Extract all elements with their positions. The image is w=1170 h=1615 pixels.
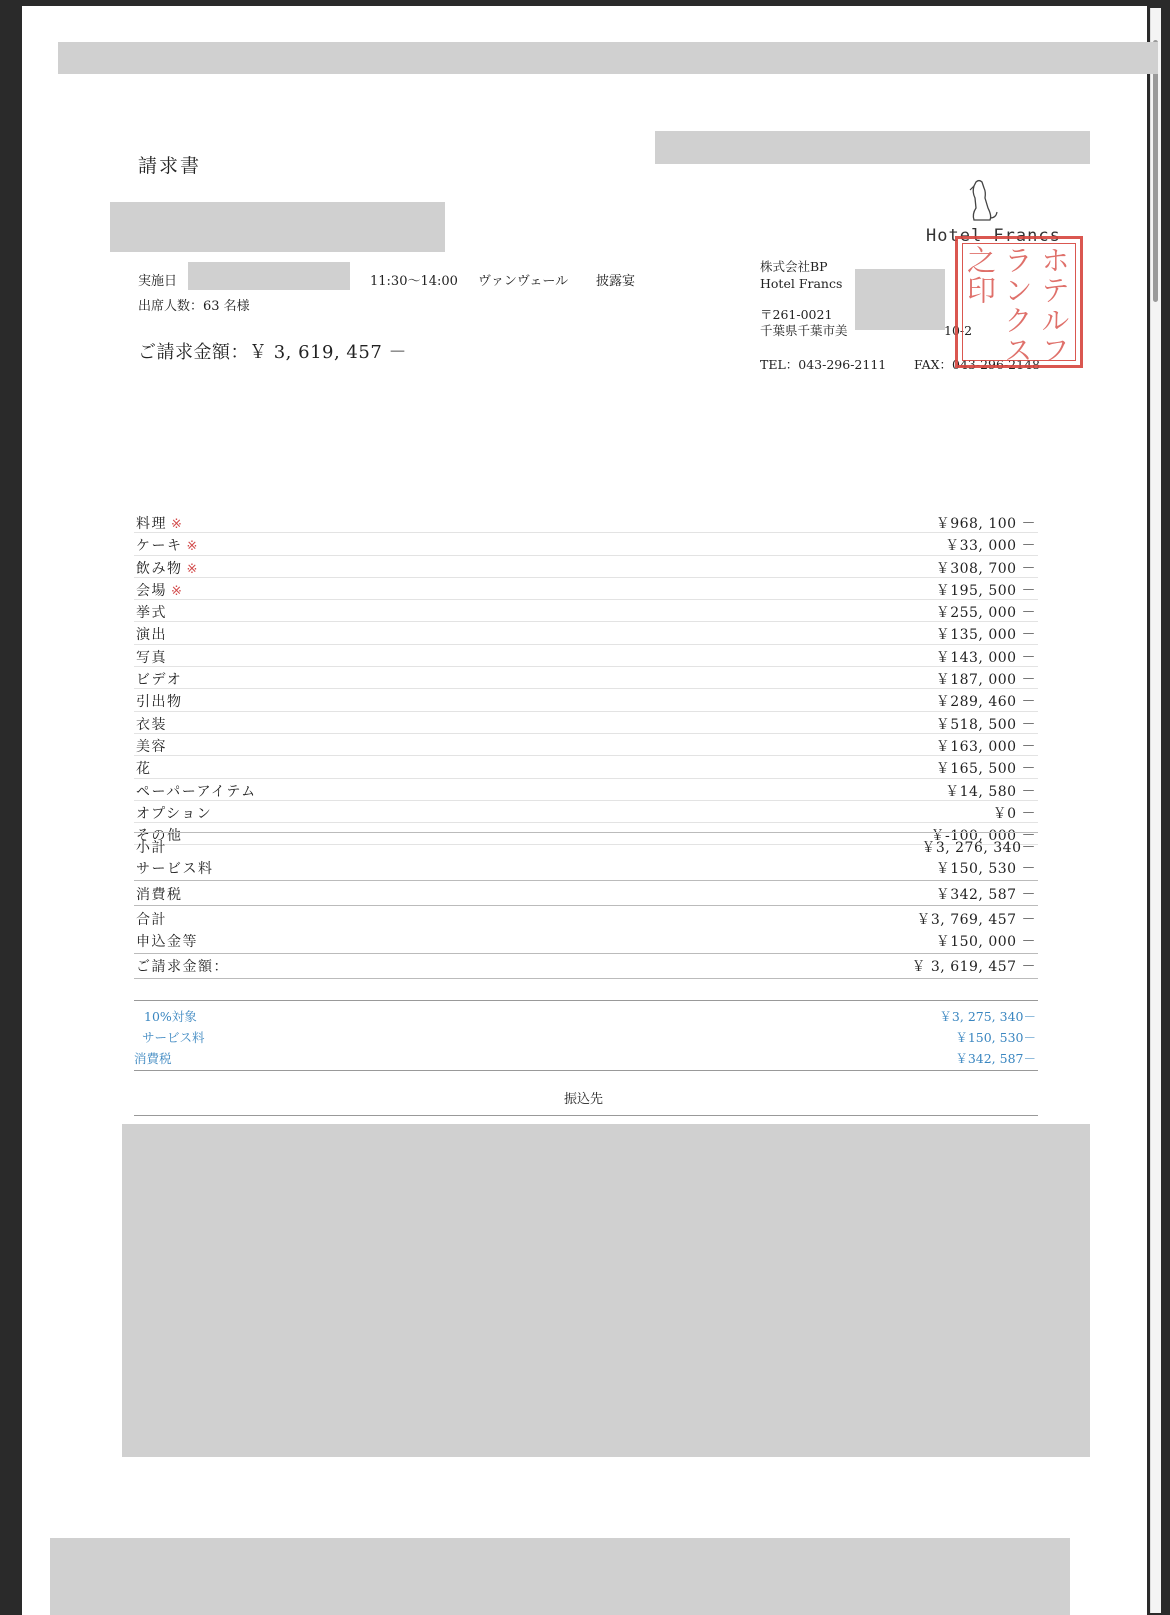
line-item-row xyxy=(134,779,1038,801)
line-item-name: 会場 xyxy=(136,582,167,599)
dog-logo-icon xyxy=(966,178,1000,228)
reduced-item-mark: ※ xyxy=(171,583,184,599)
line-item-value: ￥33, 000 － xyxy=(945,538,1036,555)
line-item-name: 飲み物 xyxy=(136,560,183,577)
line-item-value: ￥308, 700 － xyxy=(935,560,1036,577)
redaction-footer xyxy=(50,1538,1070,1615)
line-item-label xyxy=(136,647,167,667)
line-item-value: ￥135, 000 － xyxy=(935,627,1036,644)
line-item-name: 美容 xyxy=(136,738,167,755)
line-item-value: ￥165, 500 － xyxy=(935,761,1036,778)
line-item-value: ￥968, 100 － xyxy=(935,516,1036,532)
line-item-name: ケーキ xyxy=(136,538,183,555)
line-item-name: 挙式 xyxy=(136,605,167,622)
hotel-address-tail: 10-2 xyxy=(944,323,973,338)
scroll-thumb[interactable] xyxy=(1153,40,1158,302)
line-item-row xyxy=(134,689,1038,711)
tax-target-value: ￥3, 275, 340－ xyxy=(939,1009,1036,1024)
line-item-label xyxy=(136,803,212,823)
hotel-tel: TEL：043-296-2111 xyxy=(760,357,887,372)
line-item-label xyxy=(136,602,167,622)
line-item-label xyxy=(136,781,257,801)
hotel-postal: 〒261-0021 xyxy=(760,307,833,322)
guest-count: 出席人数：63 名様 xyxy=(138,299,250,314)
line-item-name: ビデオ xyxy=(136,672,183,689)
hotel-company: 株式会社BP xyxy=(760,259,828,274)
line-item-row xyxy=(134,823,1038,845)
event-type: 披露宴 xyxy=(596,274,636,289)
line-item-name: その他 xyxy=(136,828,183,845)
divider xyxy=(134,1070,1038,1071)
line-item-name: 引出物 xyxy=(136,694,183,711)
line-item-label xyxy=(136,714,167,734)
redaction-date xyxy=(188,262,350,290)
line-item-row xyxy=(134,556,1038,578)
line-item-row xyxy=(134,645,1038,667)
line-item-label xyxy=(136,513,183,533)
hotel-address: 千葉県千葉市美 xyxy=(760,323,848,338)
total-value: ￥3, 769, 457 － xyxy=(916,912,1036,928)
redaction-customer-name xyxy=(110,202,445,252)
line-item-value: ￥518, 500 － xyxy=(935,716,1036,733)
tax-value: ￥342, 587 － xyxy=(935,887,1036,903)
scrollbar[interactable] xyxy=(1150,8,1161,1613)
line-item-row xyxy=(134,756,1038,778)
line-item-name: 演出 xyxy=(136,627,167,644)
line-item-value: ￥187, 000 － xyxy=(935,672,1036,689)
tax-target-label: 10%対象 xyxy=(144,1009,197,1024)
tax-consumption-value: ￥342, 587－ xyxy=(955,1051,1036,1066)
line-item-label xyxy=(136,580,183,600)
tax-service-label: サービス料 xyxy=(142,1030,205,1045)
divider xyxy=(134,905,1038,906)
line-item-row xyxy=(134,801,1038,823)
reduced-item-mark: ※ xyxy=(171,517,184,532)
line-item-label xyxy=(136,624,167,644)
hotel-logo-text: Hotel Francs xyxy=(926,226,1061,246)
line-item-name: オプション xyxy=(136,805,213,822)
line-item-name: 衣装 xyxy=(136,716,167,733)
line-item-value: ￥-100, 000 － xyxy=(930,828,1036,845)
line-item-label xyxy=(136,758,152,778)
divider xyxy=(134,1115,1038,1116)
line-item-label xyxy=(136,558,199,578)
subtotal-value: ￥3, 276, 340－ xyxy=(921,840,1036,856)
tax-service-value: ￥150, 530－ xyxy=(955,1030,1036,1045)
bank-transfer-label: 振込先 xyxy=(564,1092,604,1107)
hotel-fax: FAX：043-296-2148 xyxy=(914,357,1040,372)
divider xyxy=(134,832,1038,833)
deposit-value: ￥150, 000 － xyxy=(935,934,1036,950)
hotel-seal-stamp xyxy=(955,236,1083,368)
event-time: 11:30〜14:00 xyxy=(370,274,458,289)
line-item-label xyxy=(136,691,183,711)
redaction-top-bar xyxy=(58,42,1158,74)
line-item-value: ￥143, 000 － xyxy=(935,649,1036,666)
line-item-value: ￥14, 580 － xyxy=(945,783,1036,800)
line-item-value: ￥163, 000 － xyxy=(935,738,1036,755)
redaction-hotel-info xyxy=(855,269,945,330)
stamp-text: ホテルフランクス之印 xyxy=(963,245,1071,365)
subtotal-label: 小計 xyxy=(136,840,167,856)
page-indicator: 1/4 xyxy=(1076,1534,1096,1548)
reduced-item-mark: ※ xyxy=(186,539,199,555)
line-item-value: ￥255, 000 － xyxy=(935,605,1036,622)
service-value: ￥150, 530 － xyxy=(935,861,1036,877)
line-item-row xyxy=(134,511,1038,533)
line-item-row xyxy=(134,600,1038,622)
divider xyxy=(134,1000,1038,1001)
line-item-row xyxy=(134,667,1038,689)
divider xyxy=(134,953,1038,954)
redaction-bank-details xyxy=(122,1124,1090,1457)
line-item-name: 料理 xyxy=(136,516,167,532)
line-item-value: ￥289, 460 － xyxy=(935,694,1036,711)
invoice-amount-value: ￥ 3, 619, 457 － xyxy=(911,959,1036,975)
hotel-name: Hotel Francs xyxy=(760,276,843,291)
document-title: 請求書 xyxy=(138,155,202,177)
divider xyxy=(134,880,1038,881)
line-items-table xyxy=(134,511,1038,845)
invoice-total-header: ご請求金額：￥ 3, 619, 457 － xyxy=(138,342,407,363)
reduced-item-mark: ※ xyxy=(186,561,199,577)
line-item-name: 花 xyxy=(136,761,152,778)
date-label: 実施日 xyxy=(138,274,178,289)
redaction-header-right xyxy=(655,131,1090,164)
tax-label: 消費税 xyxy=(136,887,183,903)
line-item-name: ペーパーアイテム xyxy=(136,783,257,800)
invoice-amount-label: ご請求金額： xyxy=(136,959,229,975)
line-item-row xyxy=(134,712,1038,734)
tax-consumption-label: 消費税 xyxy=(134,1051,172,1066)
service-label: サービス料 xyxy=(136,861,214,877)
line-item-value: ￥195, 500 － xyxy=(935,582,1036,599)
total-label: 合計 xyxy=(136,912,167,928)
divider xyxy=(134,978,1038,979)
line-item-label xyxy=(136,535,199,555)
event-venue: ヴァンヴェール xyxy=(478,274,569,289)
line-item-name: 写真 xyxy=(136,649,167,666)
line-item-label xyxy=(136,736,167,756)
line-item-row xyxy=(134,622,1038,644)
line-item-row xyxy=(134,533,1038,555)
line-item-row xyxy=(134,734,1038,756)
deposit-label: 申込金等 xyxy=(136,934,198,950)
line-item-row xyxy=(134,578,1038,600)
line-item-value: ￥0 － xyxy=(992,805,1036,822)
line-item-label xyxy=(136,669,182,689)
